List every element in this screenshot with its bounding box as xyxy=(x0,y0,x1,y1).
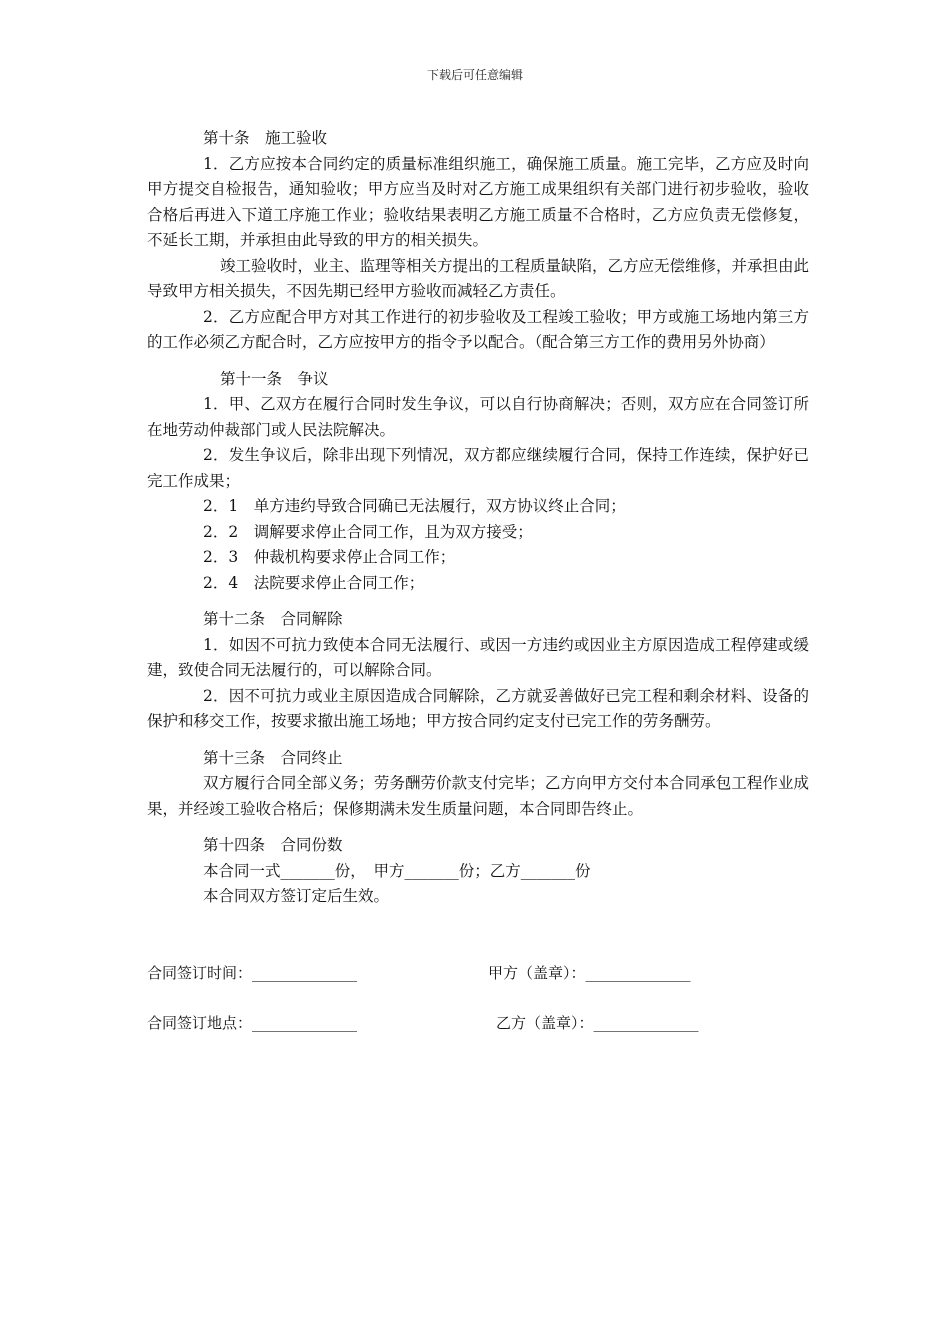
article-10-clause-1: 1．乙方应按本合同约定的质量标准组织施工，确保施工质量。施工完毕，乙方应及时向甲方提交自检报告，通知验收；甲方应当及时对乙方施工成果组织有关部门进行初步验收，验收合格后再进入下道工序施工作业；验收结果表明乙方施工质量不合格时，乙方应负责无偿修复，不延长工期，并承担由此导致的甲方的相关损失。 xyxy=(147,154,809,249)
spacer xyxy=(147,822,809,833)
article-11-clause-1: 1．甲、乙双方在履行合同时发生争议，可以自行协商解决；否则，双方应在合同签订所在地劳动仲裁部门或人民法院解决。 xyxy=(147,395,809,439)
article-13-clause: 双方履行合同全部义务；劳务酬劳价款支付完毕；乙方向甲方交付本合同承包工程作业成果，并经竣工验收合格后；保修期满未发生质量问题，本合同即告终止。 xyxy=(147,774,809,818)
spacer xyxy=(147,735,809,746)
article-12-clause-1: 1．如因不可抗力致使本合同无法履行、或因一方违约或因业主方原因造成工程停建或缓建，致使合同无法履行的，可以解除合同。 xyxy=(147,635,809,679)
article-14-copies: 本合同一式_______份， 甲方_______份；乙方_______份 xyxy=(203,861,591,880)
article-12-title: 第十二条 合同解除 xyxy=(203,610,343,628)
article-12-clause-2: 2．因不可抗力或业主原因造成合同解除，乙方就妥善做好已完工程和剩余材料、设备的保护和移交工作，按要求撤出施工场地；甲方按合同约定支付已完工作的劳务酬劳。 xyxy=(147,686,809,730)
article-11-title: 第十一条 争议 xyxy=(220,369,329,388)
article-11-item-2-1: 2．1 单方违约导致合同确已无法履行，双方协议终止合同； xyxy=(203,497,626,515)
party-b-seal-field: 乙方（盖章）：______________ xyxy=(496,1014,699,1032)
article-14-title: 第十四条 合同份数 xyxy=(203,836,343,854)
article-11-item-2-2: 2．2 调解要求停止合同工作，且为双方接受； xyxy=(203,522,533,541)
spacer xyxy=(147,356,809,367)
article-10-clause-2: 2．乙方应配合甲方对其工作进行的初步验收及工程竣工验收；甲方或施工场地内第三方的工作必须乙方配合时，乙方应按甲方的指令予以配合。（配合第三方工作的费用另外协商） xyxy=(147,307,809,351)
contract-body xyxy=(147,126,809,910)
party-a-seal-field: 甲方（盖章）：______________ xyxy=(488,964,691,982)
page-header: 下载后可任意编辑 xyxy=(426,68,523,82)
article-10-title: 第十条 施工验收 xyxy=(203,129,328,147)
article-14-effective: 本合同双方签订定后生效。 xyxy=(203,887,390,905)
article-11-item-2-3: 2．3 仲裁机构要求停止合同工作； xyxy=(203,548,456,566)
article-11-item-2-4: 2．4 法院要求停止合同工作； xyxy=(203,573,425,592)
signing-date-field: 合同签订时间：______________ xyxy=(147,964,358,982)
signing-place-field: 合同签订地点：______________ xyxy=(147,1014,358,1032)
article-11-clause-2: 2．发生争议后，除非出现下列情况，双方都应继续履行合同，保持工作连续，保护好已完工作成果； xyxy=(147,446,809,490)
article-13-title: 第十三条 合同终止 xyxy=(203,748,343,767)
spacer xyxy=(147,596,809,607)
article-10-acceptance-note: 竣工验收时，业主、监理等相关方提出的工程质量缺陷，乙方应无偿维修，并承担由此导致甲方相关损失，不因先期已经甲方验收而减轻乙方责任。 xyxy=(147,256,810,300)
